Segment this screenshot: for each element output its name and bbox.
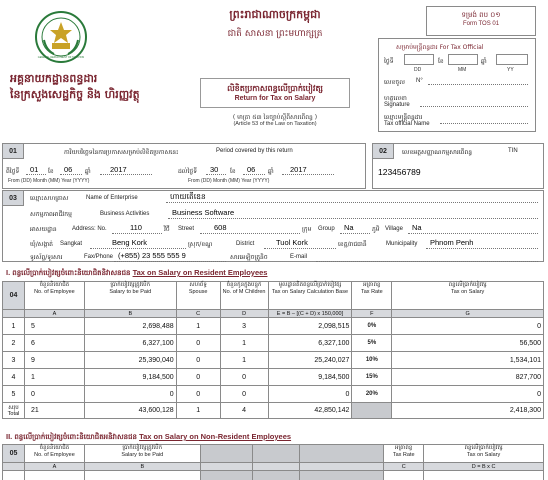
non-resident-tax-table [2, 444, 544, 480]
code-a: A [24, 310, 84, 318]
code-b: B [84, 310, 176, 318]
code-d: D [220, 310, 268, 318]
email-line[interactable] [316, 261, 538, 262]
row-index: 2 [3, 335, 25, 352]
official-signature-en: Signature [384, 102, 410, 108]
to-month-label: ខែ [230, 168, 236, 175]
phone-value[interactable]: (+855) 23 555 555 9 [118, 251, 186, 260]
official-signature-label: ហត្ថលេខា [384, 95, 407, 102]
children-count[interactable]: 3 [220, 318, 268, 335]
salary-paid[interactable]: 0 [84, 386, 176, 403]
total-a: 21 [24, 403, 84, 419]
from-day-value[interactable]: 01 [30, 165, 39, 174]
total-c: 1 [176, 403, 220, 419]
col-g-header: ពន្ធលើប្រាក់បៀវត្ស Tax on Salary [392, 282, 544, 310]
nr-row-1-shade-1 [200, 471, 252, 480]
children-count[interactable]: 1 [220, 352, 268, 369]
col-e-header: មូលដ្ឋានគិតពន្ធលើប្រាក់បៀវត្ស Tax on Salary Calculation Base [268, 282, 352, 310]
official-number-label: លេខចូល [384, 79, 405, 86]
spouse-count[interactable]: 0 [176, 369, 220, 386]
from-year-value[interactable]: 2017 [110, 165, 127, 174]
official-number-field[interactable] [428, 84, 528, 85]
table-row [3, 386, 544, 403]
tax-rate: 0% [352, 318, 392, 335]
to-caption: From (DD) Month (MM) Year (YYYY) [188, 178, 270, 184]
kingdom-title: ព្រះរាជាណាចក្រកម្ពុជា [229, 8, 321, 21]
employee-count[interactable]: 9 [24, 352, 84, 369]
spouse-count[interactable]: 0 [176, 386, 220, 403]
activity-label-kh: សកម្មភាពអាជីវកម្ម [30, 211, 72, 218]
nr-row-1-a[interactable] [24, 471, 84, 480]
department-name-1: អគ្គនាយកដ្ឋានពន្ធដារ [10, 72, 98, 85]
nr-code-c: C [384, 463, 424, 471]
salary-paid[interactable]: 25,390,040 [84, 352, 176, 369]
section-05-number: 05 [3, 445, 25, 463]
code-c: C [176, 310, 220, 318]
calculation-base[interactable]: 0 [268, 386, 352, 403]
total-rate-blank [352, 403, 392, 419]
nr-row-1-shade-3 [300, 471, 384, 480]
tax-official-heading: សម្រាប់មន្ត្រីពន្ធដារ For Tax Official [396, 44, 484, 51]
official-year-label: ឆ្នាំ [481, 58, 487, 65]
period-heading-kh: ការិយបរិច្ឆេទនៃការប្រកាសសម្រាប់លិខិតប្រកាសនេះ [64, 149, 179, 156]
total-e: 42,850,142 [268, 403, 352, 419]
code-e: E = B – [(C + D) x 150,000] [268, 310, 352, 318]
section-1-heading-kh: ពន្ធលើប្រាក់បៀវត្សចំពោះនិយោជិតនិវាសនជន [12, 269, 131, 277]
district-label-kh: ស្រុក/ខណ្ឌ [188, 241, 213, 248]
nr-col-c-header: អត្រាពន្ធ Tax Rate [384, 445, 424, 463]
tin-heading-kh: លេខអត្តសញ្ញាណកម្មសារពើពន្ធ [402, 149, 473, 156]
row-index: 1 [3, 318, 25, 335]
address-label-kh: អាសយដ្ឋាន [30, 226, 57, 233]
municipality-label-kh: ខេត្ត/រាជធានី [338, 241, 367, 248]
from-month-value[interactable]: 06 [64, 165, 73, 174]
municipality-line [426, 248, 538, 249]
kingdom-motto: ជាតិ សាសនា ព្រះមហាក្សត្រ [227, 29, 323, 39]
form-title-en: Return for Tax on Salary [234, 95, 316, 102]
form-title-kh: លិខិតប្រកាសពន្ធលើប្រាក់បៀវត្ស [227, 84, 323, 93]
to-month-line [243, 174, 265, 175]
calculation-base[interactable]: 6,327,100 [268, 335, 352, 352]
from-month-line [60, 174, 82, 175]
form-code-box [426, 6, 536, 36]
street-label-kh: វិថី [164, 226, 170, 233]
section-01-number: 01 [2, 143, 24, 159]
official-day-field[interactable] [404, 54, 434, 65]
row-index: 5 [3, 386, 25, 403]
tax-rate: 10% [352, 352, 392, 369]
nr-shade-2 [252, 445, 300, 463]
tax-on-salary[interactable]: 56,500 [392, 335, 544, 352]
department-name-2: នៃក្រសួងសេដ្ឋកិច្ច និង ហិរញ្ញវត្ថុ [10, 88, 140, 101]
district-value[interactable]: Tuol Kork [276, 238, 308, 247]
from-day-label: ពីថ្ងៃទី [6, 168, 20, 175]
total-g: 2,418,300 [392, 403, 544, 419]
to-year-line [282, 174, 334, 175]
employee-count[interactable]: 5 [24, 318, 84, 335]
nr-code-shade-2 [252, 463, 300, 471]
tax-rate: 15% [352, 369, 392, 386]
section-02-number: 02 [372, 143, 394, 159]
official-name-en: Tax official Name [384, 121, 430, 127]
sangkat-value[interactable]: Beng Kork [112, 238, 148, 247]
phone-label-kh: ទូរស័ព្ទ/ទូរសារ [30, 254, 63, 261]
section-2-heading [6, 432, 291, 443]
section-2-roman: II. [6, 432, 13, 441]
address-label-en: Address: No. [72, 226, 107, 232]
section-2-heading-en: Tax on Salary on Non-Resident Employees [139, 432, 292, 441]
official-month-field[interactable] [448, 54, 478, 65]
village-line [408, 233, 538, 234]
table-row [3, 318, 544, 335]
spouse-count[interactable]: 0 [176, 335, 220, 352]
official-dd: DD [414, 67, 422, 73]
col-d-header: ចំនួនកូនក្នុងបន្ទុក No. of M Children [220, 282, 268, 310]
from-month-label: ខែ [48, 168, 54, 175]
section-1-heading [6, 268, 267, 279]
nr-row-1-shade-2 [252, 471, 300, 480]
official-name-field[interactable] [440, 123, 528, 124]
spouse-count[interactable]: 1 [176, 318, 220, 335]
tax-on-salary[interactable]: 1,534,101 [392, 352, 544, 369]
nr-row-1-b[interactable] [84, 471, 200, 480]
nr-code-d: D = B x C [424, 463, 544, 471]
nr-code-blank [3, 463, 25, 471]
enterprise-name-line [166, 202, 538, 203]
form-code-en: Form TOS 01 [462, 21, 500, 27]
tin-value[interactable]: 123456789 [378, 167, 421, 177]
col-a-header: ចំនួននិយោជិត No. of Employee [24, 282, 84, 310]
article-en: (Article 53 of the Law on Taxation) [233, 121, 317, 127]
district-line [264, 248, 336, 249]
to-month-value[interactable]: 06 [247, 165, 256, 174]
sangkat-label-kh: ឃុំ/សង្កាត់ [30, 241, 53, 248]
street-line [200, 233, 300, 234]
enterprise-name-value[interactable]: ហាយតើឌេន [170, 192, 206, 201]
street-label-en: Street [178, 226, 195, 232]
code-g: G [392, 310, 544, 318]
col-f-header: អត្រាពន្ធ Tax Rate [352, 282, 392, 310]
group-label-kh: ក្រុម [302, 226, 312, 233]
official-day-label: ថ្ងៃទី [384, 58, 394, 65]
group-line [340, 233, 370, 234]
section-1-roman: I. [6, 268, 11, 277]
section-1-heading-en: Tax on Salary on Resident Employees [132, 268, 268, 277]
period-heading-en: Period covered by this return [216, 148, 293, 154]
official-month-label: ខែ [438, 58, 444, 65]
to-year-label: ឆ្នាំ [268, 168, 274, 175]
phone-line [114, 261, 226, 262]
from-year-line [100, 174, 152, 175]
children-count[interactable]: 1 [220, 335, 268, 352]
nr-code-shade-1 [200, 463, 252, 471]
children-count[interactable]: 0 [220, 386, 268, 403]
nr-code-shade-3 [300, 463, 384, 471]
col-b-header: ប្រាក់បៀវត្សត្រូវបើក Salary to be Paid [84, 282, 176, 310]
official-yy: YY [507, 67, 514, 73]
children-count[interactable]: 0 [220, 369, 268, 386]
table-row [3, 352, 544, 369]
to-day-label: ដល់ថ្ងៃទី [178, 168, 198, 175]
seal-text: GENERAL DEPARTMENT OF TAXATION [37, 56, 85, 59]
employee-count[interactable]: 0 [24, 386, 84, 403]
sangkat-line [90, 248, 186, 249]
total-label: សរុប Total [3, 403, 25, 419]
municipality-label-en: Municipality [386, 241, 418, 247]
address-no-value[interactable]: 110 [130, 223, 142, 232]
official-signature-field[interactable] [420, 106, 528, 107]
salary-paid[interactable]: 2,698,488 [84, 318, 176, 335]
municipality-value[interactable]: Phnom Penh [430, 238, 474, 247]
enterprise-name-label-en: Name of Enterprise [86, 195, 138, 201]
nr-col-b-header: ប្រាក់បៀវត្សត្រូវបើក Salary to be Paid [84, 445, 200, 463]
nr-code-b: B [84, 463, 200, 471]
table-row [3, 335, 544, 352]
official-year-field[interactable] [496, 54, 528, 65]
code-blank [3, 310, 25, 318]
salary-paid[interactable]: 6,327,100 [84, 335, 176, 352]
enterprise-name-label-kh: ឈ្មោះសហគ្រាស [30, 195, 69, 202]
nr-col-d-header: ពន្ធលើប្រាក់បៀវត្ស Tax on Salary [424, 445, 544, 463]
from-caption: From (DD) Month (MM) Year (YYYY) [8, 178, 90, 184]
total-d: 4 [220, 403, 268, 419]
salary-paid[interactable]: 9,184,500 [84, 369, 176, 386]
group-value[interactable]: Na [344, 223, 354, 232]
calculation-base[interactable]: 9,184,500 [268, 369, 352, 386]
nr-shade-3 [300, 445, 384, 463]
from-day-line [26, 174, 46, 175]
activity-line [168, 218, 538, 219]
village-label-kh: ភូមិ [372, 226, 380, 233]
section-04-number: 04 [3, 282, 25, 310]
sangkat-label-en: Sangkat [60, 241, 83, 247]
row-index: 3 [3, 352, 25, 369]
activity-label-en: Business Activities [100, 211, 150, 217]
tax-rate: 20% [352, 386, 392, 403]
tax-on-salary[interactable]: 827,700 [392, 369, 544, 386]
to-day-value[interactable]: 30 [210, 165, 219, 174]
village-label-en: Village [385, 226, 403, 232]
ministry-seal [34, 10, 88, 64]
resident-tax-table [2, 281, 544, 419]
nr-col-a-header: ចំនួននិយោជិត No. of Employee [24, 445, 84, 463]
district-label-en: District [236, 241, 255, 247]
from-year-label: ឆ្នាំ [85, 168, 91, 175]
email-label-kh: សារអេឡិចត្រូនិច [230, 254, 268, 261]
tax-on-salary[interactable]: 0 [392, 318, 544, 335]
group-label-en: Group [318, 226, 335, 232]
street-value[interactable]: 608 [214, 223, 227, 232]
official-name-label: ឈ្មោះមន្ត្រីពន្ធដារ [384, 114, 423, 121]
nr-row-1-index [3, 471, 25, 480]
employee-count[interactable]: 1 [24, 369, 84, 386]
activity-value[interactable]: Business Software [172, 208, 235, 217]
section-2-heading-kh: ពន្ធលើប្រាក់បៀវត្សចំពោះនិយោជិតអនិវាសនជន [14, 433, 137, 441]
official-number-en: N° [416, 78, 423, 84]
calculation-base[interactable]: 25,240,027 [268, 352, 352, 369]
form-code-kh: ទម្រង់ ពប ០១ [461, 11, 501, 19]
to-year-value[interactable]: 2017 [290, 165, 307, 174]
col-c-header: សហព័ទ្ធ Spouse [176, 282, 220, 310]
address-no-line [112, 233, 162, 234]
employee-count[interactable]: 6 [24, 335, 84, 352]
article-kh: ( មាត្រា ៥៣ នៃច្បាប់ស្តីពីសារពើពន្ធ ) [232, 114, 318, 121]
email-label-en: E-mail [290, 254, 308, 260]
to-day-line [206, 174, 226, 175]
phone-label-en: Fax/Phone [84, 254, 114, 260]
code-f: F [352, 310, 392, 318]
spouse-count[interactable]: 0 [176, 352, 220, 369]
village-value[interactable]: Na [412, 223, 422, 232]
tin-heading-en: TIN [508, 148, 518, 154]
official-mm: MM [458, 67, 467, 73]
section-03-number: 03 [2, 190, 24, 206]
nr-row-1-c[interactable] [384, 471, 424, 480]
nr-row-1-d[interactable] [424, 471, 544, 480]
calculation-base[interactable]: 2,098,515 [268, 318, 352, 335]
table-row [3, 369, 544, 386]
form-title-box [200, 78, 350, 108]
nr-shade-1 [200, 445, 252, 463]
row-index: 4 [3, 369, 25, 386]
total-b: 43,600,128 [84, 403, 176, 419]
tax-rate: 5% [352, 335, 392, 352]
nr-code-a: A [24, 463, 84, 471]
tax-on-salary[interactable]: 0 [392, 386, 544, 403]
